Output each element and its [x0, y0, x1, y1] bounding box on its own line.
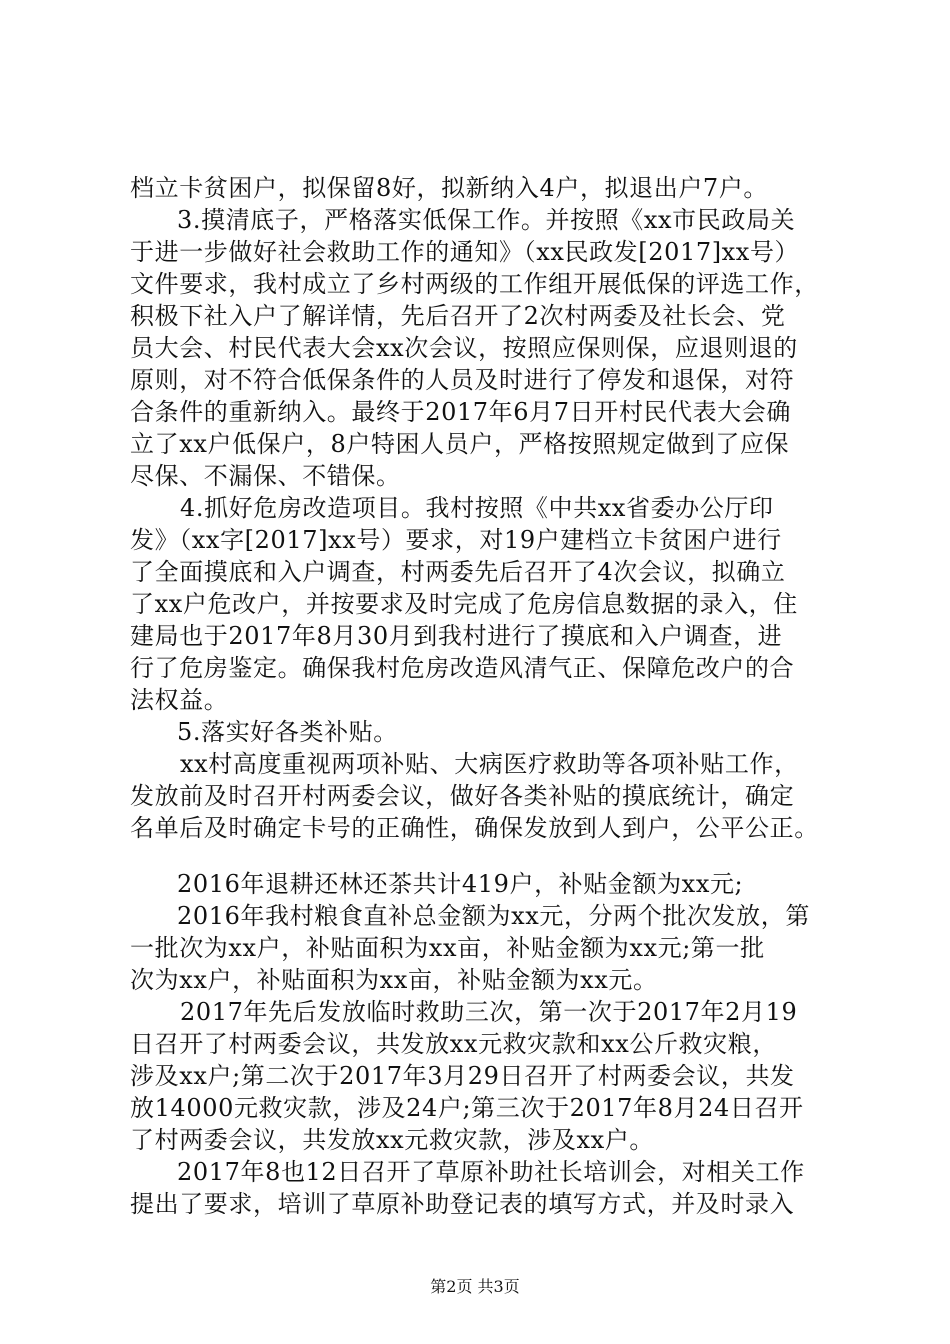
text-line: 法权益。 — [130, 686, 229, 714]
text-line: 立了xx户低保户，8户特困人员户，严格按照规定做到了应保 — [130, 430, 790, 458]
page-footer: 第2页 共3页 — [430, 1277, 520, 1296]
text-line: 尽保、不漏保、不错保。 — [130, 462, 401, 490]
text-line: 了全面摸底和入户调查，村两委先后召开了4次会议，拟确立 — [130, 558, 786, 586]
text-line: 名单后及时确定卡号的正确性，确保发放到人到户，公平公正。 — [130, 814, 819, 842]
text-line: 2017年先后发放临时救助三次，第一次于2017年2月19 — [180, 998, 798, 1026]
text-line: 涉及xx户;第二次于2017年3月29日召开了村两委会议，共发 — [130, 1062, 795, 1090]
text-line: 原则，对不符合低保条件的人员及时进行了停发和退保，对符 — [130, 366, 795, 394]
text-line: xx村高度重视两项补贴、大病医疗救助等各项补贴工作， — [180, 750, 799, 778]
text-line: 提出了要求，培训了草原补助登记表的填写方式，并及时录入 — [130, 1190, 795, 1218]
text-line: 文件要求，我村成立了乡村两级的工作组开展低保的评选工作， — [130, 270, 819, 298]
text-line: 了xx户危改户，并按要求及时完成了危房信息数据的录入，住 — [130, 590, 798, 618]
text-line: 发放前及时召开村两委会议，做好各类补贴的摸底统计，确定 — [130, 782, 795, 810]
text-line: 合条件的重新纳入。最终于2017年6月7日开村民代表大会确 — [130, 398, 792, 426]
text-line: 5.落实好各类补贴。 — [177, 718, 398, 746]
text-line: 3.摸清底子，严格落实低保工作。并按照《xx市民政局关 — [177, 206, 796, 234]
text-line: 日召开了村两委会议，共发放xx元救灾款和xx公斤救灾粮， — [130, 1030, 777, 1058]
text-line: 放14000元救灾款，涉及24户;第三次于2017年8月24日召开 — [130, 1094, 804, 1122]
text-line: 4.抓好危房改造项目。我村按照《中共xx省委办公厅印 — [180, 494, 774, 522]
text-line: 一批次为xx户，补贴面积为xx亩，补贴金额为xx元;第一批 — [130, 934, 765, 962]
text-line: 2016年我村粮食直补总金额为xx元，分两个批次发放，第 — [177, 902, 810, 930]
text-line: 建局也于2017年8月30月到我村进行了摸底和入户调查，进 — [130, 622, 783, 650]
text-line: 2017年8也12日召开了草原补助社长培训会，对相关工作 — [177, 1158, 805, 1186]
text-line: 次为xx户，补贴面积为xx亩，补贴金额为xx元。 — [130, 966, 658, 994]
text-line: 了村两委会议，共发放xx元救灾款，涉及xx户。 — [130, 1126, 654, 1154]
text-line: 员大会、村民代表大会xx次会议，按照应保则保，应退则退的 — [130, 334, 798, 362]
text-line: 积极下社入户了解详情，先后召开了2次村两委及社长会、党 — [130, 302, 786, 330]
text-line: 行了危房鉴定。确保我村危房改造风清气正、保障危改户的合 — [130, 654, 795, 682]
text-line: 档立卡贫困户，拟保留8好，拟新纳入4户，拟退出户7户。 — [130, 174, 769, 202]
text-line: 于进一步做好社会救助工作的通知》（xx民政发[2017]xx号） — [130, 238, 800, 266]
text-line: 发》（xx字[2017]xx号）要求，对19户建档立卡贫困户进行 — [130, 526, 782, 554]
text-line: 2016年退耕还林还茶共计419户，补贴金额为xx元; — [177, 870, 744, 898]
